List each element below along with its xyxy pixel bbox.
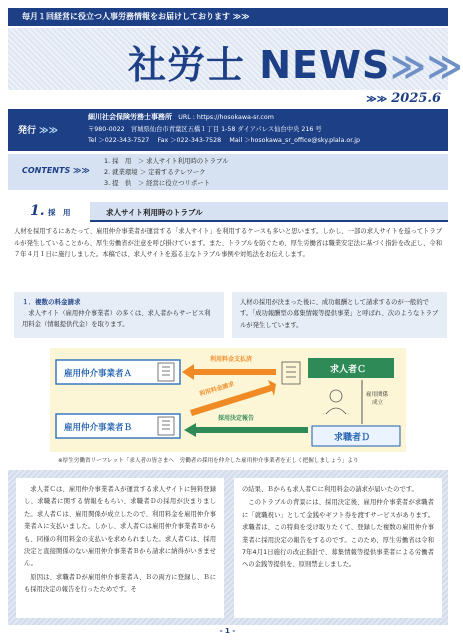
- hire-report-label: 採用決定報告: [218, 415, 255, 422]
- tagline: 毎月１回経営に役立つ人事労務情報をお届けしております ≫≫: [22, 12, 250, 21]
- contents-box: [8, 154, 448, 190]
- fee-request-label: 利用料金請求: [198, 380, 236, 398]
- point-box-right: 人材の採用が決まった後に、成功報酬として請求するのが一般的です。「成功報酬型の募集情報等提供事業」と呼ばれ、次のようなトラブルが発生しています。: [232, 292, 447, 338]
- flow-diagram-svg: [50, 348, 406, 452]
- publisher-bar: [8, 109, 448, 151]
- contents-list: [104, 156, 229, 189]
- fee-paid-arrow: [182, 364, 276, 380]
- relation-line-1: 雇用関係: [366, 392, 389, 398]
- contents-item: 3. 提 供 ＞ 経営に役立つリポート: [104, 179, 211, 187]
- flow-diagram: [50, 348, 406, 452]
- newsletter-title: 社労士 NEWS≫≫: [128, 43, 463, 87]
- hire-report-arrow: [184, 423, 308, 437]
- section-intro: 人材を採用するにあたって、雇用仲介事業者が運営する「求人サイト」を利用するケースも多いと思います。しかし、一部の求人サイトを巡ってトラブルが発生していることから、厚生労働省が注意を呼び掛けています。また、トラブルを防ぐため、厚生労働省は職業安定法に基づく指針を改正し、令和７年４月１日に施行しました。本稿では、求人サイトを巡る主なトラブル事例や対処法をお伝えします。: [14, 228, 442, 259]
- section-title: 求人サイト利用時のトラブル: [106, 208, 203, 217]
- office-address: 〒980-0022 宮城県仙台市青葉区五橋１丁目 1-58 ダイアパレス仙台中央 216 号: [88, 125, 322, 133]
- fee-paid-label: 利用料金支払済: [210, 356, 253, 363]
- section-header: [8, 202, 448, 222]
- body-area: [8, 470, 448, 625]
- office-icon: [282, 362, 300, 384]
- agency-b-label: 雇用仲介事業者Ｂ: [64, 423, 133, 433]
- contents-label: CONTENTS ≫≫: [22, 166, 90, 175]
- contents-item: 1. 採 用 ＞ 求人サイト利用時のトラブル: [104, 157, 229, 165]
- section-number-box: [8, 202, 90, 222]
- jobseeker-label: 求職者Ｄ: [334, 433, 371, 443]
- point-text: 求人サイト（雇用仲介事業者）の多くは、求人者からサービス利用料金（情報提供代金）を取ります。: [22, 310, 211, 329]
- diagram-caption: ※厚生労働省リーフレット「求人者の皆さまへ 労働者の採用を仲介した雇用仲介事業者を正しく把握しましょう」より: [58, 458, 359, 464]
- publisher-label: 発行 ≫≫: [18, 126, 58, 136]
- body-column-left: [16, 478, 224, 618]
- publisher-arrows: ≫≫: [39, 126, 58, 136]
- relation-line-2: 成立: [372, 400, 384, 406]
- body-paragraph: の結果、Ｂからも求人者Ｃに利用料金の請求が届いたのです。: [242, 486, 418, 493]
- body-paragraph: 原因は、求職者Ｄが雇用仲介事業者Ａ、Ｂの両方に登録し、Ｂにも採用決定の報告を行ったためです。そ: [24, 573, 216, 594]
- issue-arrows: ≫≫: [366, 94, 388, 105]
- body-paragraph: 求人者Ｃは、雇用仲介事業者Ａが運営する求人サイトに無料登録し、求職者に関する情報をもらい、求職者Ｄの採用が決まりました。求人者Ｃは、雇用関係が成立したので、利用料金を雇用仲介事業者Ａに支払いました。しかし、求人者Ｃは雇用仲介事業者Ｂからも、同様の利用料金の支払いを求められました。求人者Ｃは、採用決定と直接関係のない雇用仲介事業者Ｂから請求に納得がいきません。: [24, 486, 216, 568]
- issue-date: ≫≫ 2025.6: [366, 91, 441, 106]
- body-column-right: [234, 478, 442, 618]
- employer-label: 求人者Ｃ: [330, 365, 367, 375]
- publisher-info: [88, 112, 360, 147]
- office-contact: Tel ＞022-343-7527 Fax ＞022-343-7528 Mail ＞hosokawa_sr_office@sky.plala.or.jp: [88, 137, 361, 144]
- section-number: 1.: [30, 203, 45, 219]
- masthead: [8, 28, 463, 90]
- point-box-left: [14, 292, 224, 338]
- office-name: 細川社会保険労務士事務所: [88, 113, 172, 121]
- person-icon: [326, 390, 346, 414]
- point-heading: １．複数の料金請求: [22, 298, 81, 306]
- title-arrows: ≫≫: [390, 47, 463, 87]
- section-category: 採 用: [48, 208, 71, 217]
- tagline-bar: [8, 8, 448, 26]
- body-paragraph: このトラブルの背景には、採用決定後、雇用仲介事業者が求職者に「就職祝い」として金銭やギフト券を渡すサービスがあります。求職者は、この特典を受け取りたくて、登録した複数の雇用仲介事業者に採用決定の報告をするのです。このため、厚生労働省は令和7年4月1日施行の改正指針で、募集情報等提供事業者による労働者への金銭等提供を、原則禁止しました。: [242, 499, 434, 569]
- relation-label: [366, 390, 389, 406]
- page-number: - 1 -: [219, 627, 236, 635]
- office-url[interactable]: URL : https://hosokawa-sr.com: [178, 114, 274, 121]
- agency-a-label: 雇用仲介事業者Ａ: [64, 369, 133, 379]
- contents-item: 2. 就業環境 ＞ 定着するテレワーク: [104, 168, 206, 176]
